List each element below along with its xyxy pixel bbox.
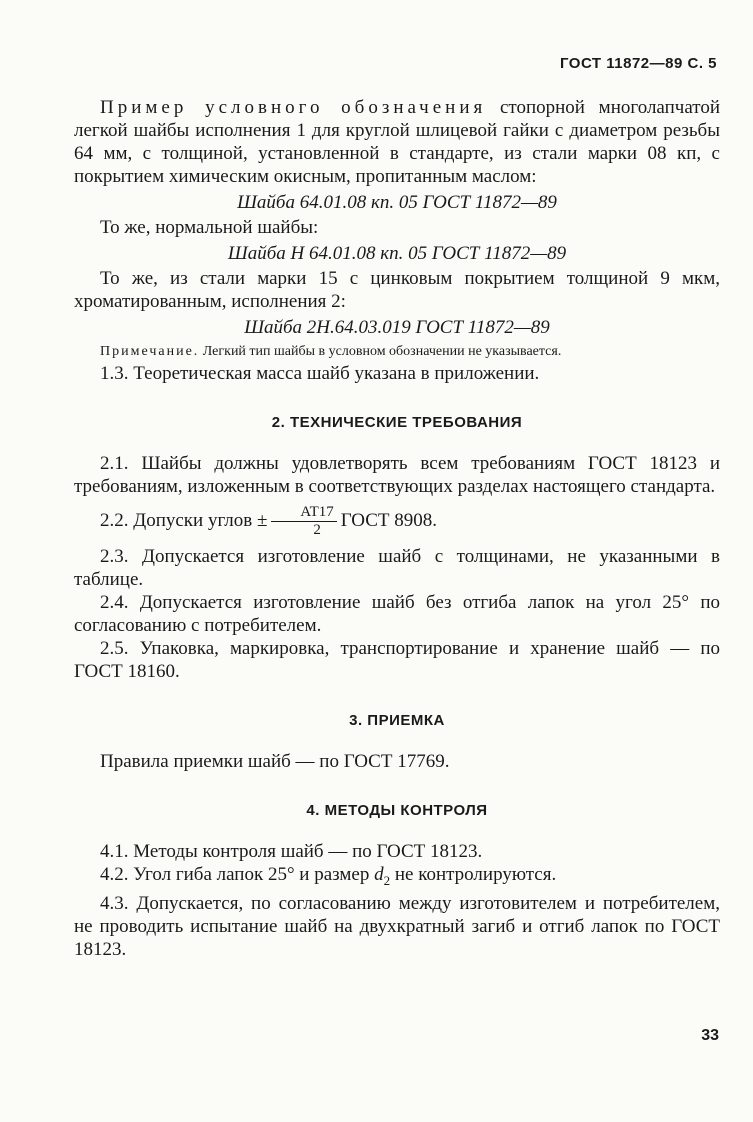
note-paragraph	[74, 343, 720, 360]
designation-example-3: Шайба 2Н.64.03.019 ГОСТ 11872—89	[244, 317, 550, 338]
page-header: ГОСТ 11872—89 С. 5	[559, 55, 717, 72]
section-4-heading: 4. МЕТОДЫ КОНТРОЛЯ	[306, 802, 488, 819]
paragraph-2-3: 2.3. Допускается изготовление шайб с толщинами, не указанными в таблице.	[74, 546, 720, 590]
section-3-heading: 3. ПРИЕМКА	[349, 712, 445, 729]
p42-subscript: 2	[383, 872, 391, 888]
section-2-heading: 2. ТЕХНИЧЕСКИЕ ТРЕБОВАНИЯ	[271, 414, 523, 431]
paragraph-2-4: 2.4. Допускается изготовление шайб без отгиба лапок на угол 25° по согласованию с потребителем.	[74, 592, 720, 636]
paragraph-4-1: 4.1. Методы контроля шайб — по ГОСТ 18123.	[100, 841, 483, 862]
p22-prefix: 2.2. Допуски углов ±	[100, 509, 268, 531]
p42-suffix: не контролируются.	[390, 864, 557, 885]
paragraph-2-5: 2.5. Упаковка, маркировка, транспортирование и хранение шайб — по ГОСТ 18160.	[74, 638, 720, 682]
paragraph-1-3: 1.3. Теоретическая масса шайб указана в приложении.	[100, 363, 540, 384]
same-normal-paragraph: То же, нормальной шайбы:	[100, 217, 319, 238]
fraction-denominator: 2	[313, 522, 321, 538]
tolerance-fraction	[271, 504, 336, 539]
intro-spaced-lead: Пример условного обозначения	[100, 97, 487, 118]
paragraph-2-1: 2.1. Шайбы должны удовлетворять всем требованиям ГОСТ 18123 и требованиям, изложенным в соответствующих разделах настоящего стандарта.	[74, 453, 720, 497]
p42-variable: d	[374, 864, 384, 885]
paragraph-3: Правила приемки шайб — по ГОСТ 17769.	[100, 751, 450, 772]
p42-prefix: 4.2. Угол гиба лапок 25° и размер	[100, 864, 375, 885]
designation-example-1: Шайба 64.01.08 кп. 05 ГОСТ 11872—89	[237, 192, 557, 213]
paragraph-4-2	[74, 863, 720, 892]
p22-suffix: ГОСТ 8908.	[340, 509, 438, 531]
intro-text: стопорной многолапчатой легкой шайбы исполнения 1 для круглой шлицевой гайки с диаметром резьбы 64 мм, с толщиной, установленной в стандарте, из стали марки 08 кп, с покрытием химическим окисным, пропитанным маслом:	[74, 97, 720, 187]
designation-example-2: Шайба Н 64.01.08 кп. 05 ГОСТ 11872—89	[227, 243, 567, 264]
page-number: 33	[701, 1027, 719, 1044]
same-steel-paragraph: То же, из стали марки 15 с цинковым покрытием толщиной 9 мкм, хроматированным, исполнения 2:	[74, 268, 720, 312]
note-text: Легкий тип шайбы в условном обозначении не указывается.	[199, 344, 562, 359]
fraction-numerator: AT17	[271, 504, 336, 522]
note-label: Примечание.	[100, 344, 200, 359]
intro-paragraph	[74, 96, 720, 188]
document-body	[74, 96, 720, 961]
paragraph-2-2	[74, 504, 720, 539]
paragraph-4-3: 4.3. Допускается, по согласованию между изготовителем и потребителем, не проводить испытание шайб на двухкратный загиб и отгиб лапок по ГОСТ 18123.	[74, 892, 720, 960]
